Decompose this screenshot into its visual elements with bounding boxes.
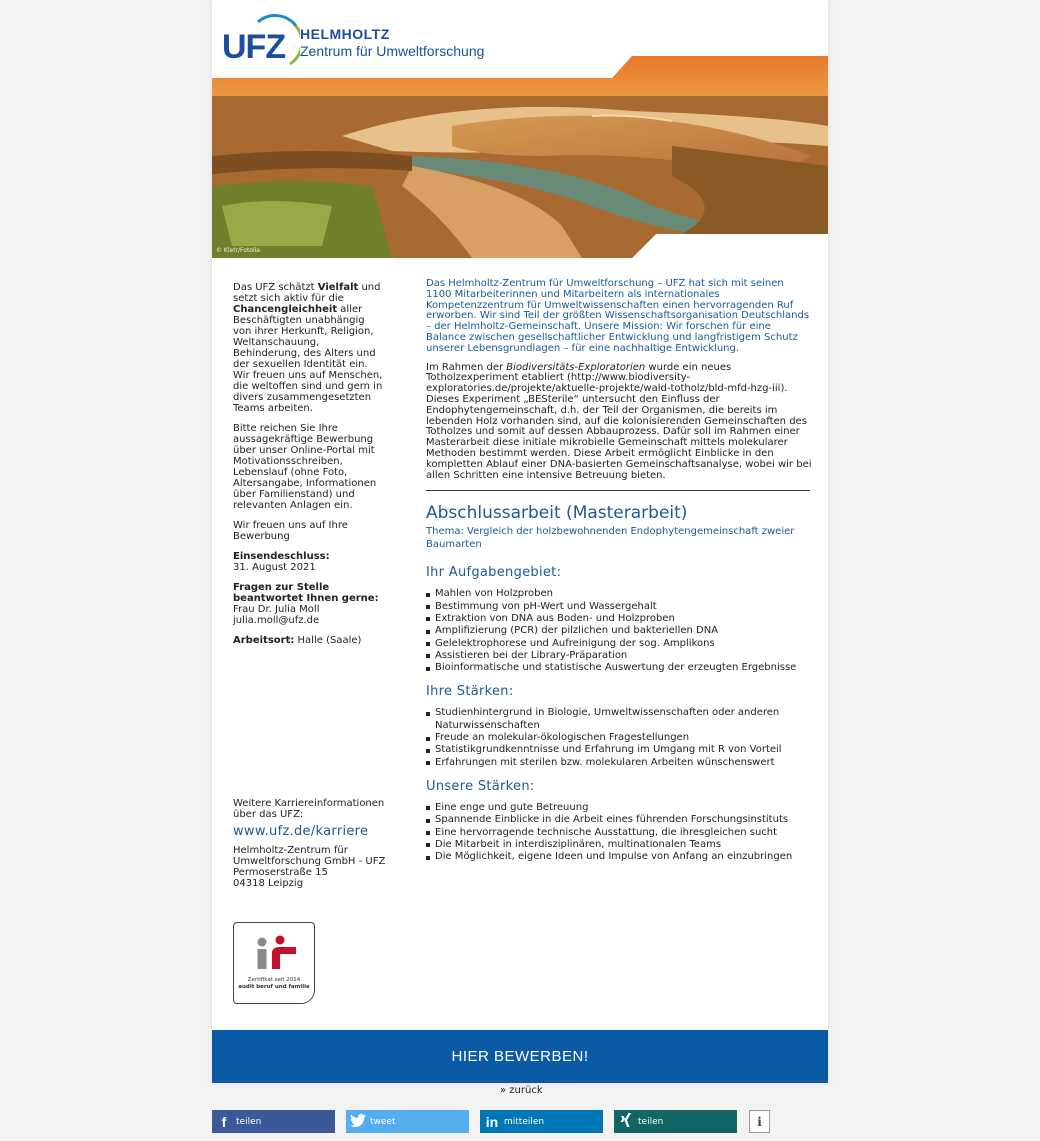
diversity-text: Das UFZ schätzt Vielfalt und setzt sich aktiv für die Chancengleichheit aller Beschäftigten unabhängig von ihrer Herkunft, Religion, Weltanschauung, Behinderung, des Alters und der sexuellen Identität ein. Wir freuen uns auf Menschen, die weltoffen sind und gern in divers zusammengesetzten Teams arbeiten.: [233, 282, 383, 414]
list-item: Bioinformatische und statistische Auswertung der erzeugten Ergebnisse: [426, 662, 812, 674]
share-label: teilen: [638, 1116, 664, 1127]
strengths-list: [426, 707, 812, 768]
intro-text: Das Helmholtz-Zentrum für Umweltforschung – UFZ hat sich mit seinen 1100 Mitarbeiterinnen und Mitarbeitern als internationales Kompetenzzentrum für Umweltwissenschaften einen hervorragenden Ruf erworben. Wir sind Teil der größten Wissenschaftsorganisation Deutschlands – der Helmholtz-Gemeinschaft. Unsere Mission: Wir forschen für eine Balance zwischen gesellschaftlicher Entwicklung und langfristigem Schutz unserer Lebensgrundlagen – für eine nachhaltige Entwicklung.: [426, 278, 810, 354]
facebook-icon: f: [221, 1113, 227, 1130]
list-item: Die Mitarbeit in interdisziplinären, multinationalen Teams: [426, 839, 812, 851]
list-item: Bestimmung von pH-Wert und Wassergehalt: [426, 601, 812, 613]
linkedin-icon: in: [485, 1113, 499, 1130]
contact-label: Fragen zur Stelle beantwortet Ihnen gerne:: [233, 582, 379, 604]
list-item: Amplifizierung (PCR) der pilzlichen und bakteriellen DNA: [426, 625, 812, 637]
deadline-value: 31. August 2021: [233, 562, 316, 573]
job-topic: Thema: Vergleich der holzbewohnenden Endophytengemeinschaft zweier Baumarten: [426, 526, 795, 551]
career-link[interactable]: www.ufz.de/karriere: [233, 824, 369, 839]
list-item: Erfahrungen mit sterilen bzw. molekularen Arbeiten wünschenswert: [426, 757, 812, 769]
work-location: [233, 635, 385, 646]
share-linkedin-button[interactable]: [480, 1110, 603, 1133]
address-line: 04318 Leipzig: [233, 878, 304, 889]
logo-zentrum-text: Zentrum für Umweltforschung: [300, 43, 485, 59]
share-label: mitteilen: [504, 1116, 545, 1127]
apply-button[interactable]: HIER BEWERBEN!: [212, 1030, 828, 1083]
logo-helmholtz-text: HELMHOLTZ: [300, 26, 390, 42]
info-button[interactable]: i: [749, 1110, 770, 1133]
project-description: Im Rahmen der Biodiversitäts-Exploratorien wurde ein neues Totholzexperiment etabliert (http://www.biodiversity-exploratories.de/projekte/aktuelle-projekte/wald-totholz/bld-mfd-hzg-iii). Dieses Experiment „BESterile“ untersucht den Einfluss der Endophytengemeinschaft, d.h. der Teil der Organismen, die bereits im lebenden Holz vorhanden sind, auf die kolonisierenden Gemeinschaften des Totholzes und somit auf dessen Abbauprozess. Dafür soll im Rahmen einer Masterarbeit diese initiale mikrobielle Gemeinschaft mittels molekularer Methoden bestimmt werden. Diese Arbeit ermöglicht Einblicke in den kompletten Ablauf einer DNA-basierten Gemeinschaftsanalyse, wobei wir bei allen Schritten eine intensive Betreuung bieten.: [426, 361, 812, 481]
list-item: Assistieren bei der Library-Präparation: [426, 650, 812, 662]
application-instructions: Bitte reichen Sie Ihre aussagekräftige Bewerbung über unser Online-Portal mit Motivationsschreiben, Lebenslauf (ohne Foto, Altersangabe, Informationen über Familienstand) und relevanten Anlagen ein.: [233, 423, 377, 511]
contact: [233, 582, 385, 626]
back-link[interactable]: » zurück: [500, 1085, 543, 1096]
career-info: [233, 798, 393, 889]
hero-credit: © Kletr/Fotolia: [216, 247, 260, 254]
share-xing-button[interactable]: [614, 1110, 737, 1133]
list-item: Eine hervorragende technische Ausstattung, die ihresgleichen sucht: [426, 827, 812, 839]
audit-logo-icon: [234, 923, 314, 975]
list-item: Spannende Einblicke in die Arbeit eines führenden Forschungsinstituts: [426, 814, 812, 826]
address-line: Permoserstraße 15: [233, 867, 328, 878]
main-content: [426, 279, 812, 873]
contact-name: Frau Dr. Julia Moll: [233, 604, 320, 615]
certificate-line: audit beruf und familie: [238, 984, 310, 990]
deadline-label: Einsendeschluss:: [233, 551, 330, 562]
list-item: Freude an molekular-ökologischen Fragestellungen: [426, 732, 812, 744]
xing-icon: [614, 1113, 638, 1130]
list-item: Eine enge und gute Betreuung: [426, 802, 812, 814]
certificate-caption: [234, 977, 314, 991]
sidebar-info: [233, 282, 385, 655]
job-title: Abschlussarbeit (Masterarbeit): [426, 503, 688, 524]
logo-ufz-text: UFZ: [222, 28, 286, 66]
deadline: [233, 551, 385, 573]
our-strengths-heading: Unsere Stärken:: [426, 778, 535, 794]
list-item: Studienhintergrund in Biologie, Umweltwissenschaften oder anderen Naturwissenschaften: [426, 707, 812, 732]
list-item: Gelelektrophorese und Aufreinigung der sog. Amplikons: [426, 638, 812, 650]
certificate-badge: [233, 922, 315, 1004]
address-line: Umweltforschung GmbH - UFZ: [233, 856, 386, 867]
twitter-icon: [346, 1114, 370, 1130]
strengths-heading: Ihre Stärken:: [426, 684, 514, 700]
share-facebook-button[interactable]: [212, 1110, 335, 1133]
share-twitter-button[interactable]: [346, 1110, 469, 1133]
list-item: Mahlen von Holzproben: [426, 588, 812, 600]
location-label: Arbeitsort:: [233, 635, 295, 646]
share-label: tweet: [370, 1116, 396, 1127]
hero-image: [212, 56, 828, 258]
divider: [426, 490, 810, 491]
tasks-heading: Ihr Aufgabengebiet:: [426, 565, 562, 581]
list-item: Die Möglichkeit, eigene Ideen und Impulse von Anfang an einzubringen: [426, 851, 812, 863]
address-line: Helmholtz-Zentrum für: [233, 845, 348, 856]
list-item: Extraktion von DNA aus Boden- und Holzproben: [426, 613, 812, 625]
look-forward-text: Wir freuen uns auf Ihre Bewerbung: [233, 520, 348, 542]
tasks-list: [426, 588, 812, 674]
our-strengths-list: [426, 802, 812, 863]
location-value: Halle (Saale): [294, 635, 362, 646]
address: [233, 845, 393, 889]
list-item: Statistikgrundkenntnisse und Erfahrung im Umgang mit R von Vorteil: [426, 744, 812, 756]
share-label: teilen: [236, 1116, 262, 1127]
contact-email[interactable]: julia.moll@ufz.de: [233, 615, 320, 626]
career-text: Weitere Karriereinformationen über das UFZ:: [233, 798, 385, 820]
job-posting-page: [212, 0, 828, 1083]
certificate-line: Zertifikat seit 2014: [247, 977, 301, 983]
